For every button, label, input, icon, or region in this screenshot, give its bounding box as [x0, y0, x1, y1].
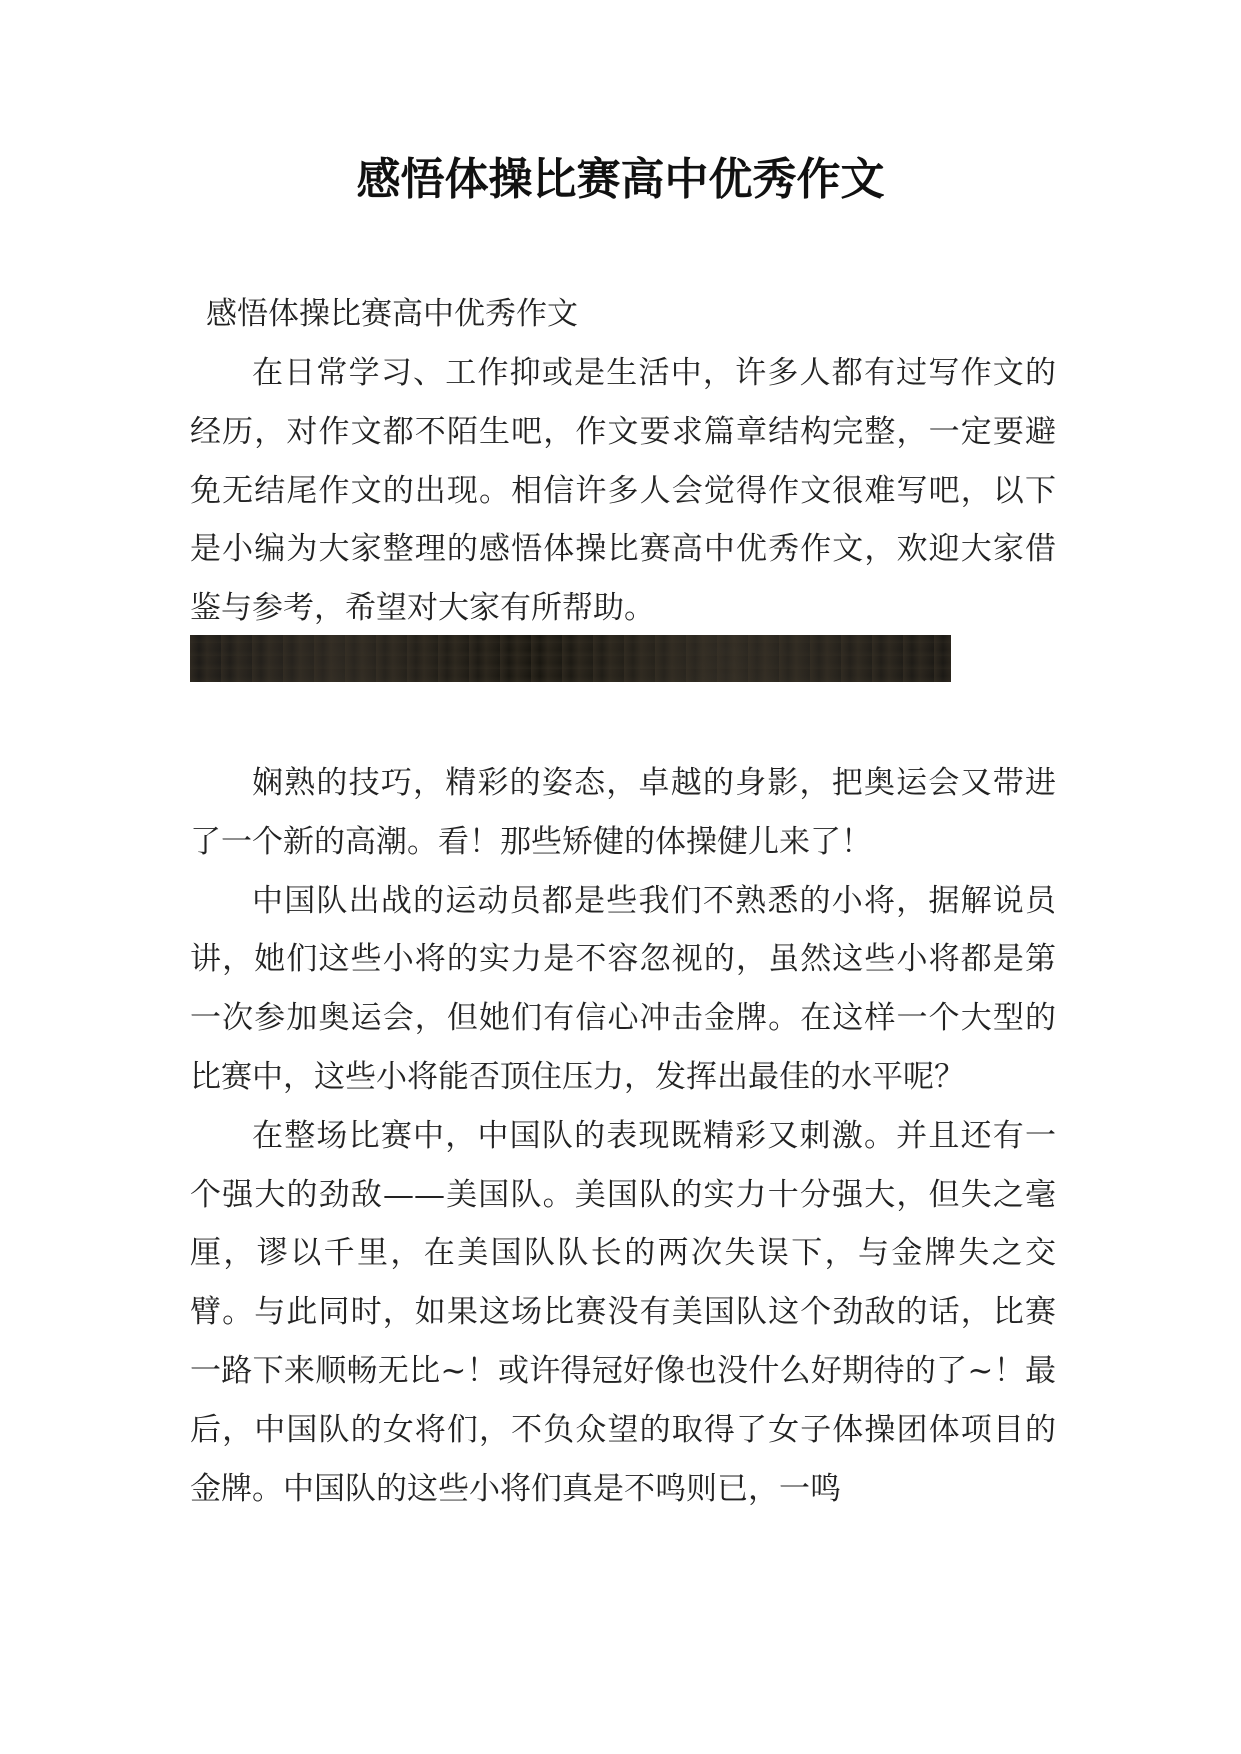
dark-photo-strip — [190, 635, 951, 682]
body-paragraph: 中国队出战的运动员都是些我们不熟悉的小将，据解说员讲，她们这些小将的实力是不容忽视的，虽然这些小将都是第一次参加奥运会，但她们有信心冲击金牌。在这样一个大型的比赛中，这些小将能否顶住压力，发挥出最佳的水平呢？ — [190, 882, 1056, 1095]
body-paragraph: 在整场比赛中，中国队的表现既精彩又刺激。并且还有一个强大的劲敌——美国队。美国队的实力十分强大，但失之毫厘，谬以千里，在美国队队长的两次失误下，与金牌失之交臂。与此同时，如果这场比赛没有美国队这个劲敌的话，比赛一路下来顺畅无比~！或许得冠好像也没什么好期待的了~！最后，中国队的女将们，不负众望的取得了女子体操团体项目的金牌。中国队的这些小将们真是不鸣则已，一鸣 — [190, 1117, 1056, 1507]
document-title: 感悟体操比赛高中优秀作文 — [356, 154, 885, 205]
essay-body — [190, 754, 1056, 1518]
intro-paragraph: 在日常学习、工作抑或是生活中，许多人都有过写作文的经历，对作文都不陌生吧，作文要求篇章结构完整，一定要避免无结尾作文的出现。相信许多人会觉得作文很难写吧，以下是小编为大家整理的感悟体操比赛高中优秀作文，欢迎大家借鉴与参考，希望对大家有所帮助。 — [190, 355, 1056, 627]
document-subtitle: 感悟体操比赛高中优秀作文 — [206, 296, 578, 332]
intro-section — [190, 344, 1056, 638]
body-paragraph: 娴熟的技巧，精彩的姿态，卓越的身影，把奥运会又带进了一个新的高潮。看！那些矫健的体操健儿来了！ — [190, 765, 1056, 860]
